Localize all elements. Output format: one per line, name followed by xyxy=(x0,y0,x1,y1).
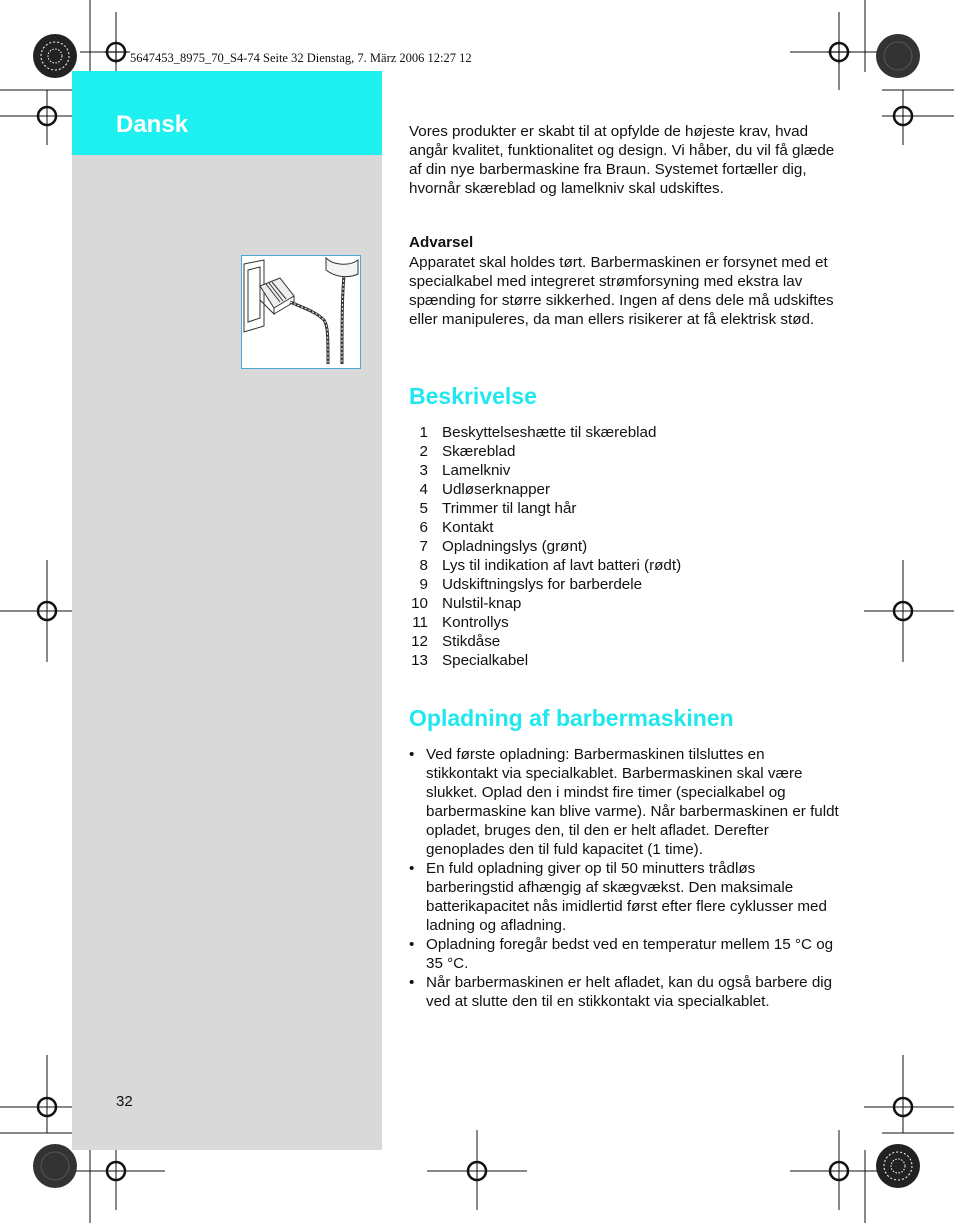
list-item xyxy=(409,461,511,480)
list-item xyxy=(409,859,839,935)
item-label: Kontrollys xyxy=(442,614,509,631)
list-item xyxy=(409,594,522,613)
list-item xyxy=(409,745,839,859)
list-item xyxy=(409,556,682,575)
list-item xyxy=(409,935,839,973)
list-item xyxy=(409,575,643,594)
list-item xyxy=(409,442,516,461)
list-item xyxy=(409,632,501,651)
item-label: Kontakt xyxy=(442,519,494,536)
page-number: 32 xyxy=(116,1093,133,1110)
item-number: 6 xyxy=(419,519,428,536)
item-number: 5 xyxy=(419,500,428,517)
item-label: Lamelkniv xyxy=(442,462,511,479)
item-label: Opladningslys (grønt) xyxy=(442,538,588,555)
list-item xyxy=(409,973,839,1011)
list-item xyxy=(409,518,494,537)
item-number: 9 xyxy=(419,576,428,593)
list-item xyxy=(409,537,588,556)
list-item xyxy=(409,423,657,442)
bullet-text: En fuld opladning giver op til 50 minutters trådløs barberingstid afhængig af skægvækst. Den maksimale batterikapacitet nås imidlertid først efter flere cyklusser med ladning og afladning. xyxy=(426,860,827,934)
item-number: 7 xyxy=(419,538,428,555)
item-number: 1 xyxy=(419,424,428,441)
bullet-icon: • xyxy=(409,974,415,991)
item-number: 2 xyxy=(419,443,428,460)
item-number: 13 xyxy=(411,652,428,669)
charging-list xyxy=(409,745,839,1011)
intro-paragraph: Vores produkter er skabt til at opfylde de højeste krav, hvad angår kvalitet, funktionalitet og design. Vi håber, du vil få glæde af din nye barbermaskine fra Braun. Systemet fortæller dig, hvornår skæreblad og lamelkniv skal udskiftes. xyxy=(409,123,835,197)
list-item xyxy=(409,651,529,670)
warning-paragraph: Apparatet skal holdes tørt. Barbermaskinen er forsynet med et specialkabel med integreret strømforsyning med ekstra lav spænding for større sikkerhed. Ingen af dens dele må udskiftes eller manipuleres, da man ellers risikerer at få elektrisk stød. xyxy=(409,254,834,328)
bullet-text: Ved første opladning: Barbermaskinen tilsluttes en stikkontakt via specialkablet. Barbermaskinen skal være slukket. Oplad den i mindst fire timer (specialkabel og barbermaskine kan blive varme). Når barbermaskinen er fuldt opladet, bruges den, til den er helt afladet. Derefter genoplades den til fuld kapacitet (1 time). xyxy=(426,746,839,858)
item-label: Lys til indikation af lavt batteri (rødt) xyxy=(442,557,682,574)
item-number: 12 xyxy=(411,633,428,650)
warning-heading: Advarsel xyxy=(409,234,474,251)
print-slug: 5647453_8975_70_S4-74 Seite 32 Dienstag, 7. März 2006 12:27 12 xyxy=(130,51,472,65)
list-item xyxy=(409,613,509,632)
list-item xyxy=(409,480,551,499)
language-title: Dansk xyxy=(116,111,189,138)
item-label: Specialkabel xyxy=(442,652,529,669)
sidebar-column xyxy=(72,71,382,1150)
item-label: Udløserknapper xyxy=(442,481,551,498)
item-number: 3 xyxy=(419,462,428,479)
charging-title: Opladning af barbermaskinen xyxy=(409,705,734,731)
bullet-text: Opladning foregår bedst ved en temperatur mellem 15 °C og 35 °C. xyxy=(426,936,834,972)
item-number: 10 xyxy=(411,595,428,612)
list-item xyxy=(409,499,577,518)
item-label: Skæreblad xyxy=(442,443,516,460)
item-number: 4 xyxy=(419,481,428,498)
bullet-text: Når barbermaskinen er helt afladet, kan du også barbere dig ved at slutte den til en stikkontakt via specialkablet. xyxy=(426,974,833,1010)
plug-illustration xyxy=(241,255,361,369)
description-title: Beskrivelse xyxy=(409,383,537,409)
bullet-icon: • xyxy=(409,746,415,763)
bullet-icon: • xyxy=(409,936,415,953)
item-number: 11 xyxy=(412,614,428,631)
item-number: 8 xyxy=(419,557,428,574)
item-label: Udskiftningslys for barberdele xyxy=(442,576,643,593)
item-label: Stikdåse xyxy=(442,633,501,650)
item-label: Beskyttelseshætte til skæreblad xyxy=(442,424,657,441)
parts-list xyxy=(409,423,682,670)
bullet-icon: • xyxy=(409,860,415,877)
item-label: Trimmer til langt hår xyxy=(442,500,577,517)
plug-cable-drawing xyxy=(242,256,360,368)
item-label: Nulstil-knap xyxy=(442,595,522,612)
